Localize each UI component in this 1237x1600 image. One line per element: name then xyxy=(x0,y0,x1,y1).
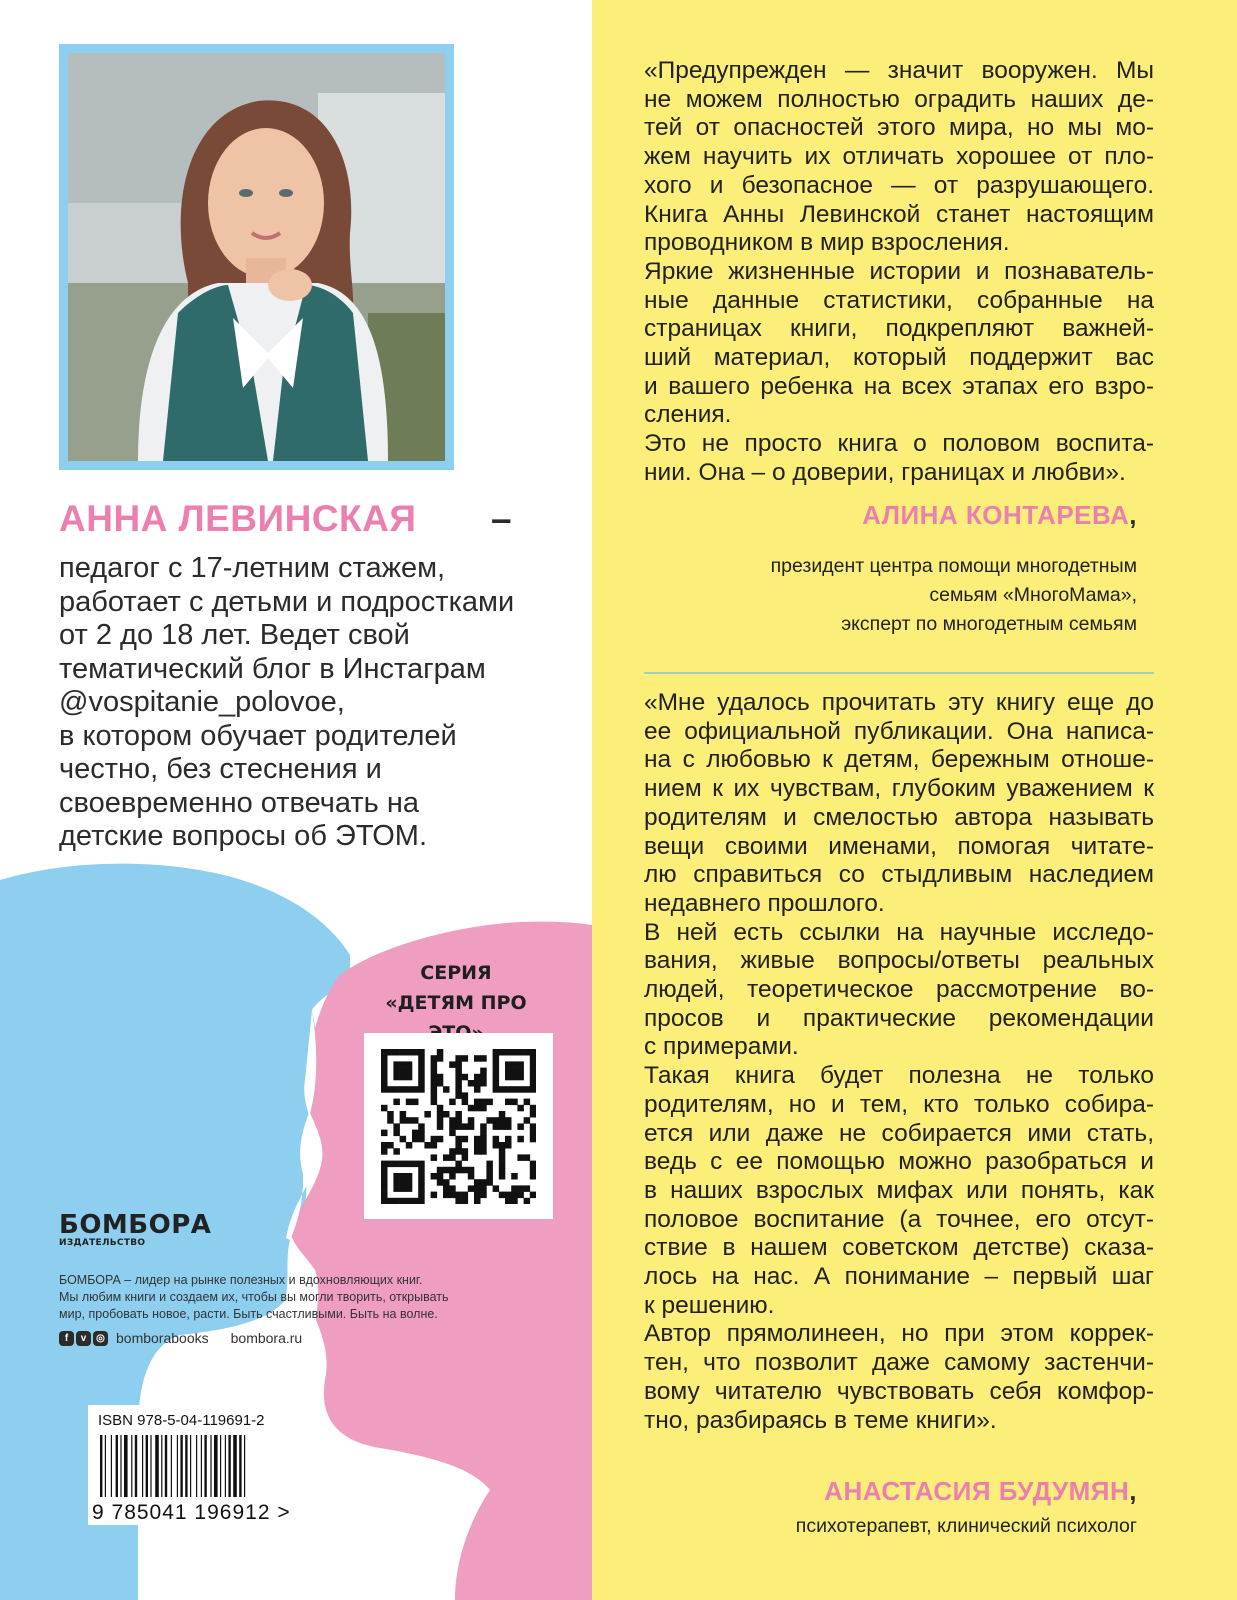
review-2-author xyxy=(824,1476,1137,1507)
review-2-line: с примерами. xyxy=(644,1033,799,1061)
review-1-line: ший материал, который поддержит вас xyxy=(644,344,1154,371)
author-name: АННА ЛЕВИНСКАЯ xyxy=(59,498,417,539)
review-2-line: ведь с ее помощью можно разобраться и xyxy=(644,1148,1154,1176)
publisher-description-line: мир, пробовать новое, расти. Быть счастливыми. Быть на волне. xyxy=(59,1307,438,1321)
review-2-line: недавнего прошлого. xyxy=(644,889,885,917)
review-2-line: В ней есть ссылки на научные исследо- xyxy=(644,918,1154,946)
review-1-line: страницах книги, подкрепляют важней- xyxy=(644,315,1154,343)
isbn-barcode-block xyxy=(88,1405,308,1525)
isbn-text: ISBN 978-5-04-119691-2 xyxy=(98,1412,265,1429)
review-1-line: проводником в мир взросления. xyxy=(644,229,1010,257)
publisher-logo-subtitle: ИЗДАТЕЛЬСТВО xyxy=(59,1238,146,1248)
author-bio-line: своевременно отвечать на xyxy=(59,786,419,819)
review-2-line: родителям и смелостью автора называть xyxy=(644,803,1154,831)
author-bio-line: работает с детьми и подростками xyxy=(59,585,515,618)
review-2-line: просов и практические рекомендации xyxy=(644,1004,1154,1032)
author-panel xyxy=(0,0,592,1600)
reviews-divider xyxy=(644,672,1154,674)
review-1-line: жем научить их отличать хорошее от пло- xyxy=(644,143,1154,171)
publisher-handle[interactable]: bomborabooks xyxy=(116,1330,209,1346)
review-1-line: ные данные статистики, собранные на xyxy=(644,286,1154,314)
author-bio-line: педагог с 17-летним стажем, xyxy=(59,552,446,584)
publisher-site[interactable]: bombora.ru xyxy=(230,1330,303,1346)
review-2-line: к решению. xyxy=(644,1291,775,1319)
publisher-description-line: Мы любим книги и создаем их, чтобы вы могли творить, открывать xyxy=(59,1290,449,1304)
review-1-line: Яркие жизненные истории и познаватель- xyxy=(644,257,1154,285)
review-1-line: и вашего ребенка на всех этапах его взро- xyxy=(644,372,1154,400)
review-2-line: «Мне удалось прочитать эту книгу еще до xyxy=(644,689,1154,716)
author-bio xyxy=(59,552,579,854)
review-2-line: вому читателю чувствовать себя комфор- xyxy=(644,1377,1154,1405)
instagram-icon[interactable]: ◎ xyxy=(93,1331,108,1346)
author-photo xyxy=(68,53,445,461)
publisher-description-line: БОМБОРА – лидер на рынке полезных и вдохновляющих книг. xyxy=(59,1273,423,1287)
author-bio-line: детские вопросы об ЭТОМ. xyxy=(59,820,428,852)
author-bio-line: в котором обучает родителей xyxy=(59,719,457,752)
review-2-line: Такая книга будет полезна не только xyxy=(644,1062,1154,1090)
review-1-author xyxy=(862,500,1137,531)
review-2-line: людей, теоретическое рассмотрение во- xyxy=(644,976,1154,1003)
review-2-line: половое воспитание (а точнее, его отсут- xyxy=(644,1205,1154,1233)
review-2-line: в наших взрослых мифах или понять, как xyxy=(644,1176,1154,1204)
barcode xyxy=(98,1435,298,1499)
review-2-line: ее официальной публикации. Она написа- xyxy=(644,717,1154,745)
author-name-dash: – xyxy=(491,498,512,539)
review-1-line: хого и безопасное — от разрушающего. xyxy=(644,171,1154,199)
review-1-author-title-line: президент центра помощи многодетным xyxy=(770,555,1137,577)
author-bio-line: @vospitanie_polovoe, xyxy=(59,686,345,718)
publisher-logo xyxy=(59,1210,211,1248)
review-2-author-comma: , xyxy=(1129,1476,1137,1506)
review-2-line: ствие в нашем советском детстве) сказа- xyxy=(644,1234,1154,1262)
review-1-author-comma: , xyxy=(1129,500,1137,530)
reviews-panel xyxy=(592,0,1237,1600)
series-name: «ДЕТЯМ ПРО xyxy=(385,992,527,1014)
series-label: СЕРИЯ xyxy=(420,962,492,984)
review-1-line: Книга Анны Левинской станет настоящим xyxy=(644,200,1154,228)
review-2-line: Автор прямолинеен, но при этом коррек- xyxy=(644,1320,1154,1348)
review-2-line: вания, живые вопросы/ответы реальных xyxy=(644,947,1154,975)
review-2-author-title-line: психотерапевт, клинический психолог xyxy=(795,1515,1137,1537)
publisher-social xyxy=(59,1330,302,1346)
publisher-description xyxy=(59,1272,519,1323)
facebook-icon[interactable]: f xyxy=(59,1331,74,1346)
review-1-line: тей от опасностей этого мира, но мы мо- xyxy=(644,114,1154,142)
review-1-line: не можем полностью оградить наших де- xyxy=(644,85,1154,113)
review-2-author-name: АНАСТАСИЯ БУДУМЯН xyxy=(824,1476,1130,1506)
review-2-line: тно, разбираясь в теме книги». xyxy=(644,1406,997,1434)
review-2-line: на с любовью к детям, бережным отноше- xyxy=(644,746,1154,774)
review-1-author-title-line: эксперт по многодетным семьям xyxy=(841,613,1137,635)
review-2-line: ется или даже не собирается ими стать, xyxy=(644,1119,1154,1147)
review-2-line: родителям, но и тем, кто только собира- xyxy=(644,1090,1154,1118)
review-1-line: Это не просто книга о половом воспита- xyxy=(644,430,1154,458)
qr-code[interactable] xyxy=(364,1033,553,1219)
review-1-author-name: АЛИНА КОНТАРЕВА xyxy=(862,500,1130,530)
author-bio-line: тематический блог в Инстаграм xyxy=(59,652,486,685)
review-2-line: вещи своими именами, помогая читате- xyxy=(644,832,1154,860)
review-1-line: сления. xyxy=(644,401,732,429)
review-2-line: лось на нас. А понимание – первый шаг xyxy=(644,1263,1154,1290)
review-1-line: нии. Она – о доверии, границах и любви». xyxy=(644,458,1126,486)
review-1-author-title-line: семьям «МногоМама», xyxy=(929,584,1137,606)
vk-icon[interactable]: v xyxy=(76,1331,91,1346)
review-2-line: лю справиться со стыдливым наследием xyxy=(644,861,1154,889)
author-bio-line: от 2 до 18 лет. Ведет свой xyxy=(59,619,410,651)
qr-code-pattern xyxy=(381,1049,536,1204)
author-photo-frame xyxy=(59,44,454,470)
barcode-digits: 9 785041 196912 > xyxy=(92,1501,291,1524)
review-2-line: тен, что позволит даже самому застенчи- xyxy=(644,1349,1154,1377)
review-1-line: «Предупрежден — значит вооружен. Мы xyxy=(644,57,1154,84)
review-2-line: нием к их чувствам, глубоким уважением к xyxy=(644,775,1154,803)
author-bio-line: честно, без стеснения и xyxy=(59,753,382,785)
publisher-logo-text: БОМБОРА xyxy=(59,1210,212,1240)
